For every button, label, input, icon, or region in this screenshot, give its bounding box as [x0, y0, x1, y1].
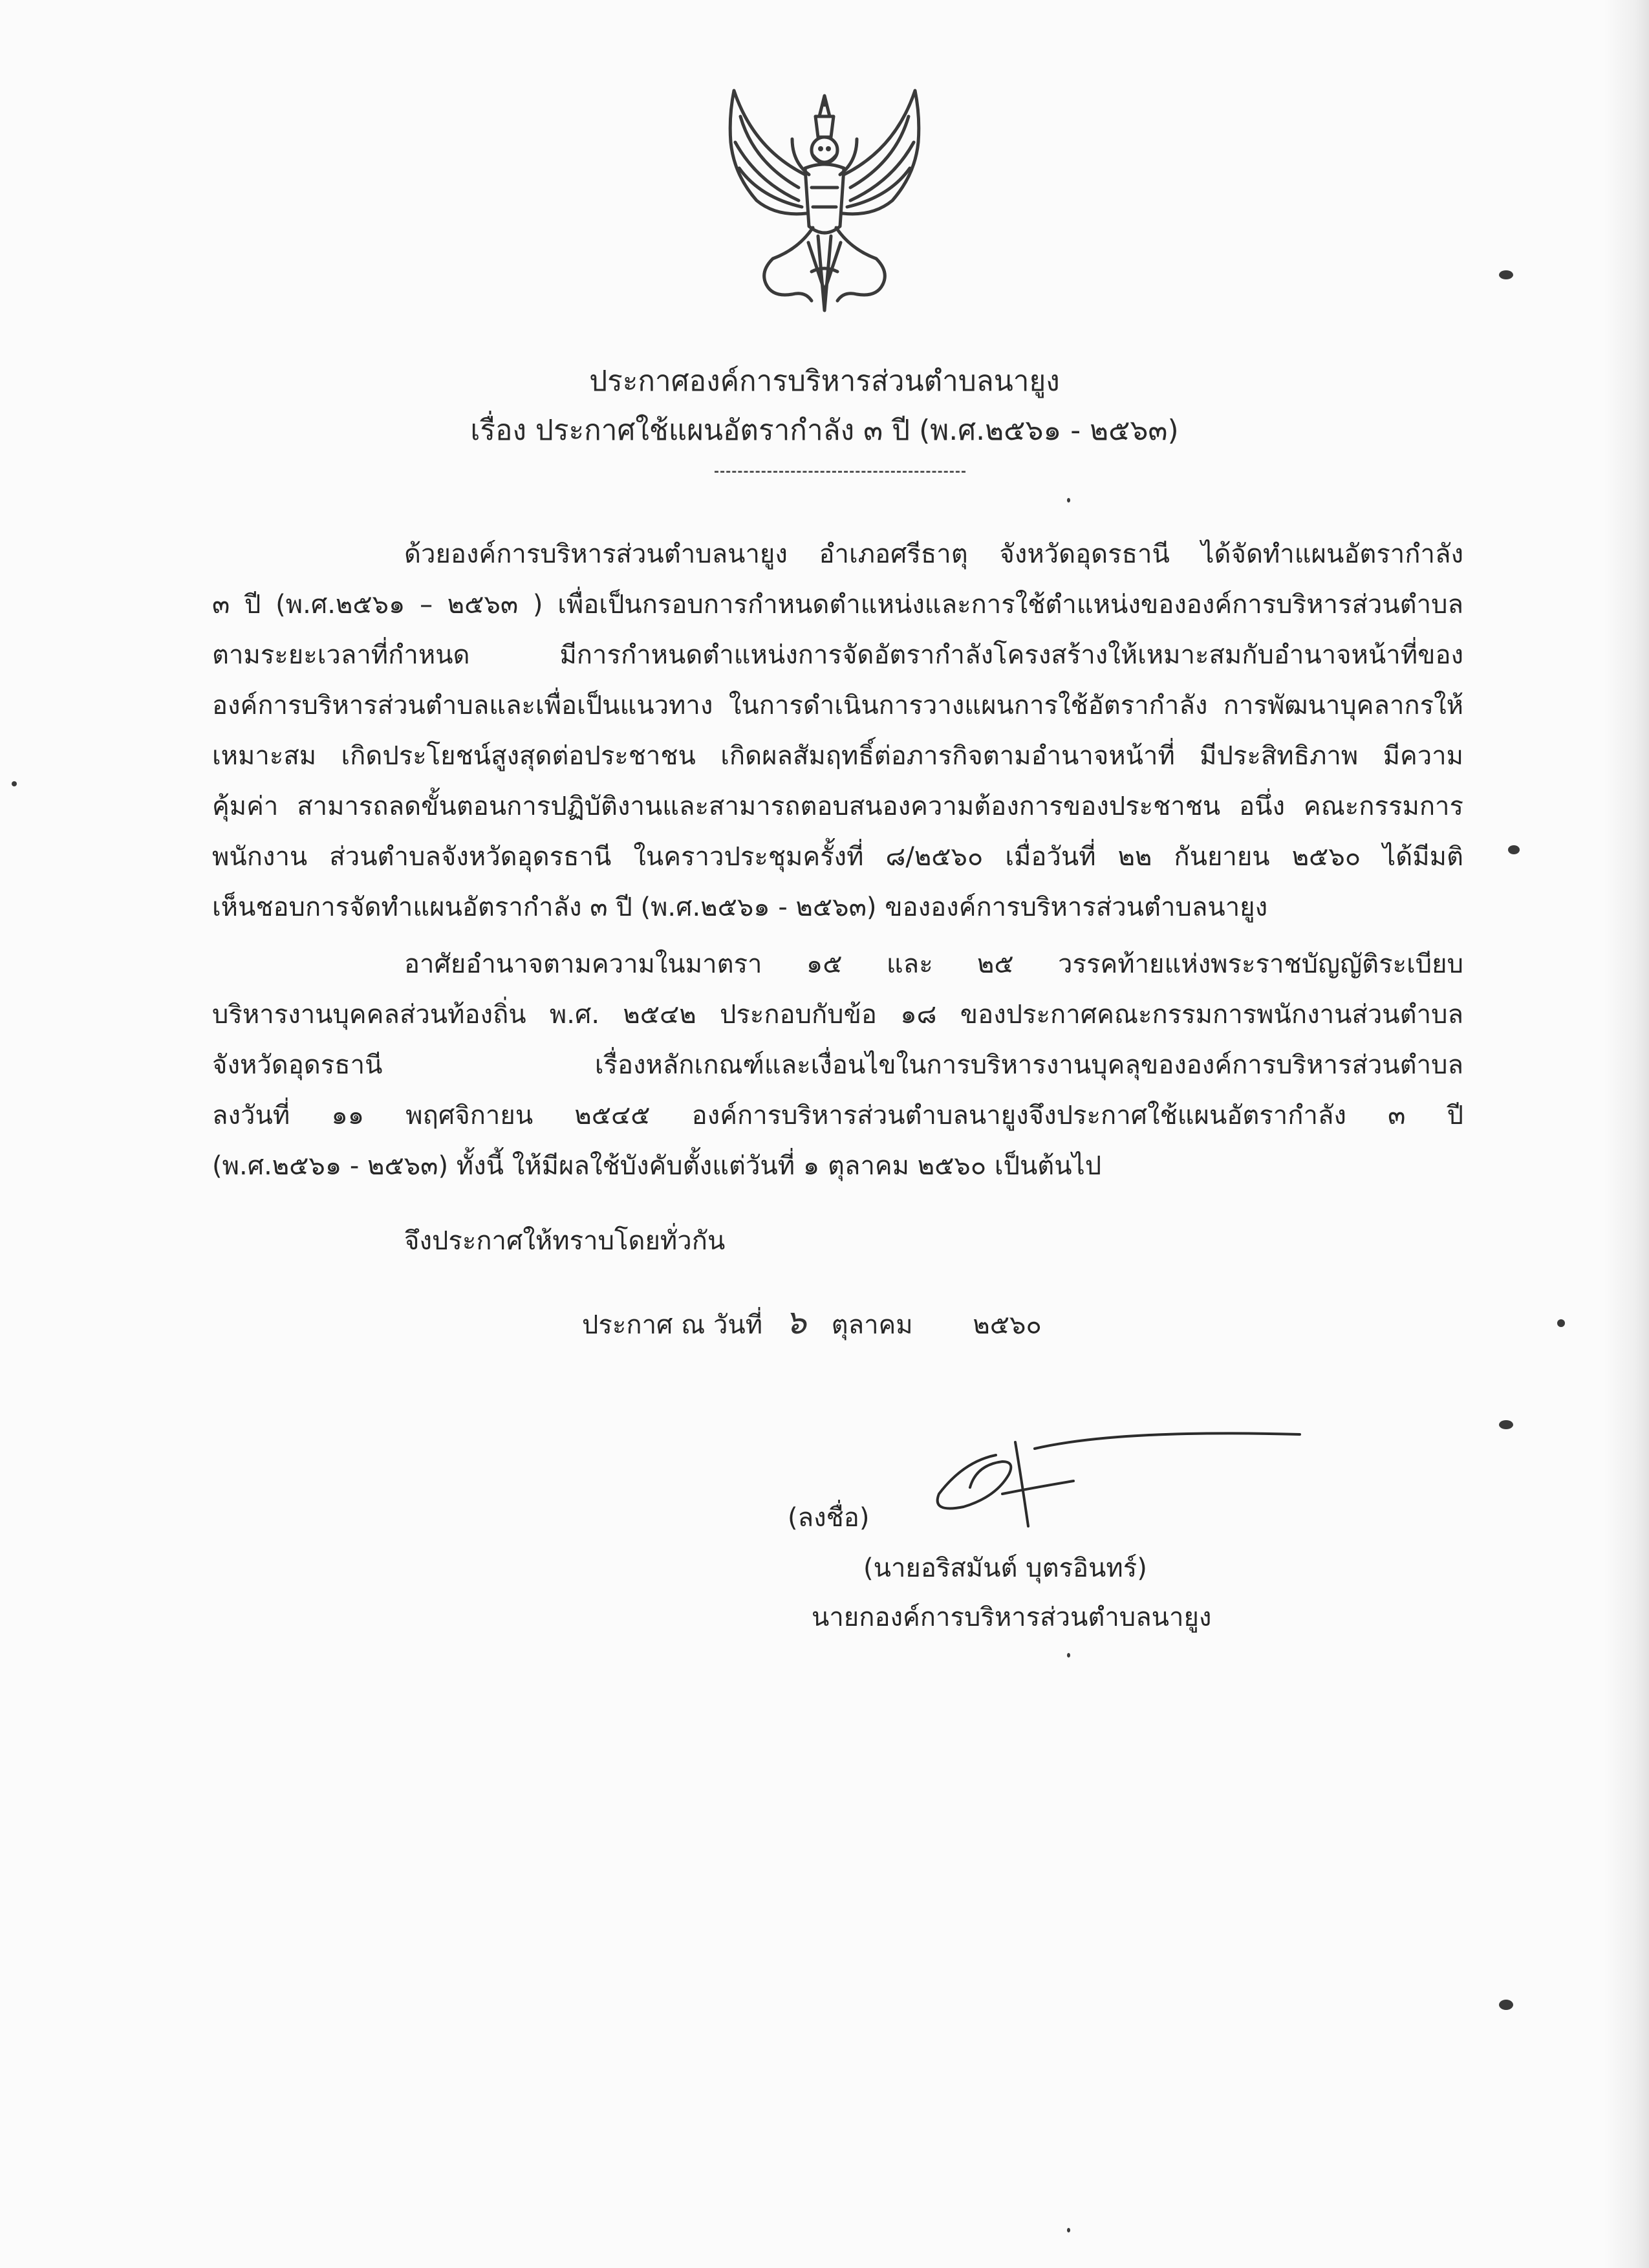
paragraph-line: คุ้มค่า สามารถลดขั้นตอนการปฏิบัติงานและสามารถตอบสนองความต้องการของประชาชน อนึ่ง คณะกรรมการ	[212, 792, 1463, 821]
signature-label: (ลงชื่อ)	[788, 1503, 870, 1533]
scan-speck	[1499, 2000, 1513, 2010]
scan-speck	[1499, 270, 1513, 279]
paragraph-line: ๓ ปี (พ.ศ.๒๕๖๑ – ๒๕๖๓ ) เพื่อเป็นกรอบการกำหนดตำแหน่งและการใช้ตำแหน่งขององค์การบริหารส่วนตำบล	[212, 590, 1463, 620]
paragraph-line: ด้วยองค์การบริหารส่วนตำบลนายูง อำเภอศรีธาตุ จังหวัดอุดรธานี ได้จัดทำแผนอัตรากำลัง	[404, 539, 1463, 569]
paragraph-line: องค์การบริหารส่วนตำบลและเพื่อเป็นแนวทาง ในการดำเนินการวางแผนการใช้อัตรากำลัง การพัฒนาบุคลากรให้	[212, 691, 1463, 720]
signatory-position: นายกองค์การบริหารส่วนตำบลนายูง	[812, 1603, 1212, 1632]
paragraph-line: อาศัยอำนาจตามความในมาตรา ๑๕ และ ๒๕ วรรคท้ายแห่งพระราชบัญญัติระเบียบ	[404, 949, 1463, 979]
date-month: ตุลาคม	[831, 1310, 913, 1340]
announcement-title: ประกาศองค์การบริหารส่วนตำบลนายูง	[589, 365, 1060, 398]
scan-speck	[1499, 1420, 1513, 1429]
paragraph-line: เหมาะสม เกิดประโยชน์สูงสุดต่อประชาชน เกิดผลสัมฤทธิ์ต่อภารกิจตามอำนาจหน้าที่ มีประสิทธิภาพ มีความ	[212, 741, 1463, 771]
paragraph-line: จังหวัดอุดรธานี เรื่องหลักเกณฑ์และเงื่อนไขในการบริหารงานบุคลุขององค์การบริหารส่วนตำบล	[212, 1050, 1463, 1080]
paragraph-line: พนักงาน ส่วนตำบลจังหวัดอุดรธานี ในคราวประชุมครั้งที่ ๘/๒๕๖๐ เมื่อวันที่ ๒๒ กันยายน ๒๕๖๐ ได้มีมติ	[212, 842, 1463, 872]
paragraph-line: เห็นชอบการจัดทำแผนอัตรากำลัง ๓ ปี (พ.ศ.๒๕๖๑ - ๒๕๖๓) ขององค์การบริหารส่วนตำบลนายูง	[212, 892, 1268, 922]
closing-statement: จึงประกาศให้ทราบโดยทั่วกัน	[404, 1226, 726, 1256]
garuda-emblem-icon	[695, 78, 954, 323]
scan-speck	[1557, 1319, 1565, 1327]
scan-speck	[1508, 845, 1520, 854]
heading-separator	[715, 471, 965, 473]
signatory-name: (นายอริสมันต์ บุตรอินทร์)	[863, 1553, 1147, 1583]
scan-speck	[1067, 498, 1070, 502]
scan-speck	[12, 781, 17, 786]
handwritten-signature	[925, 1416, 1313, 1539]
paragraph-line: ตามระยะเวลาที่กำหนด มีการกำหนดตำแหน่งการจัดอัตรากำลังโครงสร้างให้เหมาะสมกับอำนาจหน้าที่ของ	[212, 640, 1463, 670]
paragraph-line: บริหารงานบุคคลส่วนท้องถิ่น พ.ศ. ๒๕๔๒ ประกอบกับข้อ ๑๘ ของประกาศคณะกรรมการพนักงานส่วนตำบล	[212, 1000, 1463, 1030]
date-year: ๒๕๖๐	[973, 1310, 1042, 1340]
scan-edge-shadow	[1604, 0, 1649, 2268]
paragraph-line: (พ.ศ.๒๕๖๑ - ๒๕๖๓) ทั้งนี้ ให้มีผลใช้บังคับตั้งแต่วันที่ ๑ ตุลาคม ๒๕๖๐ เป็นต้นไป	[212, 1151, 1102, 1181]
body-paragraph-1	[212, 529, 1463, 933]
body-paragraph-2	[212, 939, 1463, 1191]
announcement-subject: เรื่อง ประกาศใช้แผนอัตรากำลัง ๓ ปี (พ.ศ.๒๕๖๑ - ๒๕๖๓)	[470, 414, 1179, 447]
date-prefix: ประกาศ ณ วันที่	[582, 1310, 763, 1340]
paragraph-line: ลงวันที่ ๑๑ พฤศจิกายน ๒๕๔๕ องค์การบริหารส่วนตำบลนายูงจึงประกาศใช้แผนอัตรากำลัง ๓ ปี	[212, 1101, 1463, 1130]
scan-speck	[1067, 1653, 1070, 1658]
date-day: ๖	[784, 1303, 806, 1342]
scan-speck	[1067, 2228, 1070, 2232]
announcement-date	[582, 1297, 1042, 1350]
